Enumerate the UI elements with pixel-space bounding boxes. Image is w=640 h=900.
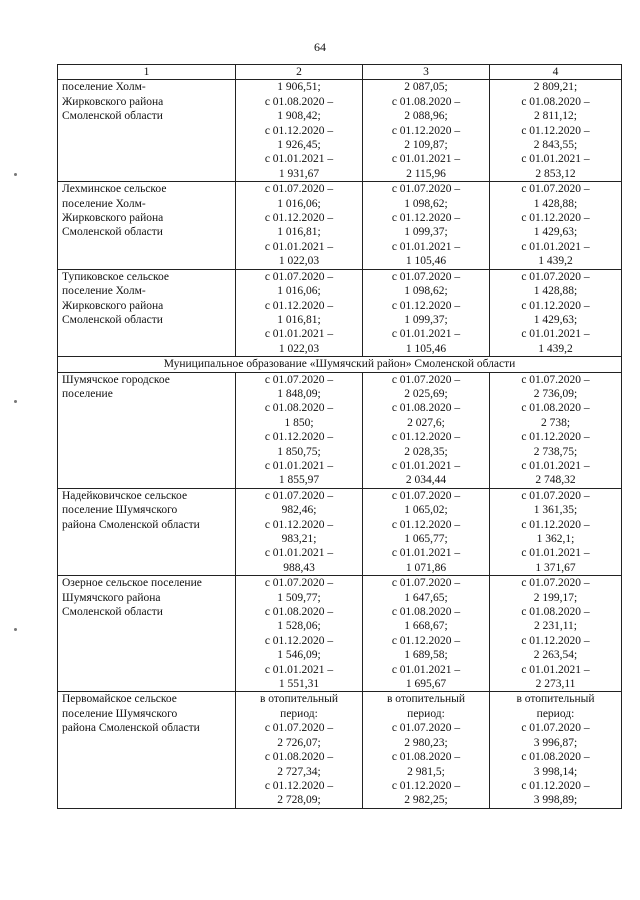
settlement-name-line: Смоленской области [62, 226, 163, 239]
tariff-line: в отопительный [260, 693, 338, 706]
tariff-line: с 01.12.2020 – [521, 634, 590, 647]
settlement-name-line: Первомайское сельское [62, 693, 177, 706]
tariff-line: с 01.07.2020 – [391, 577, 461, 590]
tariff-line: 1 065,02; [404, 504, 448, 517]
tariff-line: с 01.07.2020 – [264, 577, 334, 590]
settlement-name-line: Жирковского района [62, 299, 164, 312]
tariff-line: 1 931,67 [278, 167, 320, 180]
tariff-line: 1 016,81; [277, 313, 321, 326]
tariff-line: 1 098,62; [404, 285, 448, 298]
tariff-cell-c2 [236, 576, 363, 692]
tariff-line: с 01.12.2020 – [521, 212, 590, 225]
tariff-line: 1 099,37; [404, 226, 448, 239]
tariff-table [57, 64, 622, 809]
tariff-line: с 01.12.2020 – [391, 431, 461, 444]
tariff-line: с 01.08.2020 – [264, 751, 334, 764]
tariff-line: 2 738,75; [533, 445, 578, 458]
settlement-name-line: поселение Шумячского [62, 707, 178, 720]
tariff-cell-c4 [490, 80, 622, 182]
tariff-line: с 01.08.2020 – [521, 95, 590, 108]
tariff-cell-c2 [236, 372, 363, 488]
tariff-line: с 01.12.2020 – [391, 124, 461, 137]
tariff-line: с 01.08.2020 – [521, 751, 590, 764]
table-row [58, 372, 622, 488]
tariff-line: 2 199,17; [533, 591, 578, 604]
tariff-line: 2 738; [540, 416, 571, 429]
tariff-line: с 01.12.2020 – [521, 124, 590, 137]
tariff-line: 1 428,88; [533, 285, 578, 298]
tariff-line: 1 361,35; [533, 504, 578, 517]
tariff-line: с 01.01.2021 – [264, 240, 334, 253]
tariff-cell-c4 [490, 692, 622, 808]
tariff-line: с 01.12.2020 – [264, 431, 334, 444]
tariff-line: с 01.07.2020 – [521, 183, 590, 196]
tariff-line: 1 428,88; [533, 197, 578, 210]
tariff-line: 1 906,51; [277, 81, 321, 94]
settlement-name-cell [58, 182, 236, 269]
tariff-line: с 01.07.2020 – [391, 722, 461, 735]
scan-speck [14, 173, 17, 176]
tariff-line: период: [536, 707, 575, 720]
settlement-name-line: Смоленской области [62, 110, 163, 123]
tariff-line: 2 811,12; [533, 110, 578, 123]
tariff-line: 982,46; [281, 504, 317, 517]
tariff-line: 983,21; [281, 533, 317, 545]
table-row [58, 80, 622, 182]
tariff-line: в отопительный [516, 693, 595, 706]
settlement-name-cell [58, 80, 236, 182]
tariff-line: 1 429,63; [533, 313, 578, 326]
table-row [58, 576, 622, 692]
tariff-line: 2 809,21; [533, 81, 578, 94]
tariff-cell-c3 [363, 182, 490, 269]
tariff-line: 2 728,09; [277, 794, 321, 807]
tariff-line: 3 996,87; [533, 736, 578, 749]
tariff-line: с 01.07.2020 – [264, 373, 334, 386]
tariff-line: с 01.12.2020 – [521, 779, 590, 792]
tariff-line: с 01.07.2020 – [391, 183, 461, 196]
tariff-line: с 01.01.2021 – [391, 547, 461, 560]
tariff-cell-c2 [236, 182, 363, 269]
tariff-line: с 01.01.2021 – [521, 240, 590, 253]
tariff-line: с 01.01.2021 – [521, 459, 590, 472]
tariff-line: с 01.08.2020 – [391, 751, 461, 764]
tariff-cell-c4 [490, 269, 622, 356]
tariff-line: 2 980,23; [404, 736, 448, 749]
tariff-line: с 01.07.2020 – [521, 577, 590, 590]
tariff-line: 2 736,09; [533, 387, 578, 400]
settlement-name-line: поселение Холм- [62, 285, 146, 298]
table-row [58, 692, 622, 808]
tariff-line: 1 546,09; [277, 649, 321, 662]
section-row [58, 357, 622, 372]
tariff-line: с 01.08.2020 – [391, 606, 461, 619]
tariff-line: с 01.01.2021 – [264, 328, 334, 341]
tariff-line: 2 843,55; [533, 139, 578, 152]
tariff-line: 2 853,12 [535, 167, 576, 180]
tariff-line: с 01.12.2020 – [521, 431, 590, 444]
tariff-line: 1 855,97 [278, 474, 320, 487]
tariff-line: с 01.12.2020 – [264, 634, 334, 647]
settlement-name-line: Жирковского района [62, 212, 164, 225]
tariff-line: 1 848,09; [277, 387, 321, 400]
settlement-name-line: Шумячского района [62, 591, 161, 604]
tariff-cell-c4 [490, 488, 622, 575]
tariff-line: 1 065,77; [404, 533, 448, 545]
tariff-line: с 01.07.2020 – [521, 489, 590, 502]
tariff-line: 2 982,25; [404, 794, 448, 807]
tariff-line: 1 071,86 [405, 561, 447, 574]
tariff-line: с 01.01.2021 – [521, 547, 590, 560]
table-row [58, 182, 622, 269]
scan-speck [14, 628, 17, 631]
tariff-line: 1 098,62; [404, 197, 448, 210]
tariff-line: 2 027,6; [407, 416, 445, 429]
tariff-cell-c2 [236, 692, 363, 808]
tariff-line: с 01.01.2021 – [264, 547, 334, 560]
settlement-name-line: поселение Холм- [62, 81, 146, 94]
tariff-line: с 01.07.2020 – [391, 489, 461, 502]
tariff-line: 2 087,05; [404, 81, 448, 94]
tariff-line: период: [280, 707, 318, 720]
tariff-line: с 01.01.2021 – [391, 153, 461, 166]
settlement-name-line: поселение Шумячского [62, 504, 178, 517]
tariff-line: 2 273,11 [535, 678, 576, 691]
tariff-cell-c4 [490, 182, 622, 269]
tariff-line: 1 850; [284, 416, 314, 429]
tariff-line: 1 016,06; [277, 285, 321, 298]
tariff-cell-c4 [490, 576, 622, 692]
tariff-line: 1 016,81; [277, 226, 321, 239]
tariff-line: с 01.01.2021 – [391, 459, 461, 472]
tariff-line: с 01.07.2020 – [264, 183, 334, 196]
tariff-cell-c3 [363, 576, 490, 692]
tariff-line: 2 748,32 [535, 474, 576, 487]
tariff-line: с 01.07.2020 – [264, 722, 334, 735]
header-row [58, 65, 622, 80]
tariff-line: с 01.12.2020 – [391, 518, 461, 531]
tariff-line: 1 528,06; [277, 620, 321, 633]
tariff-cell-c2 [236, 80, 363, 182]
tariff-line: 1 362,1; [536, 533, 575, 545]
tariff-line: 1 509,77; [277, 591, 321, 604]
tariff-line: с 01.08.2020 – [264, 402, 334, 415]
tariff-line: с 01.07.2020 – [264, 270, 334, 283]
tariff-cell-c4 [490, 372, 622, 488]
tariff-line: 2 088,96; [404, 110, 448, 123]
settlement-name-line: Смоленской области [62, 313, 163, 326]
scan-speck [14, 400, 17, 403]
settlement-name-cell [58, 576, 236, 692]
tariff-cell-c3 [363, 692, 490, 808]
tariff-line: 1 022,03 [278, 255, 320, 268]
table-row [58, 488, 622, 575]
tariff-line: 1 926,45; [277, 139, 321, 152]
tariff-line: с 01.01.2021 – [521, 663, 590, 676]
settlement-name-line: Надейковичское сельское [62, 489, 188, 502]
tariff-line: с 01.08.2020 – [391, 95, 461, 108]
header-col-2: 2 [236, 65, 363, 80]
tariff-line: 1 022,03 [278, 342, 320, 355]
tariff-line: 1 371,67 [535, 561, 576, 574]
tariff-line: с 01.08.2020 – [521, 606, 590, 619]
header-col-4: 4 [490, 65, 622, 80]
tariff-cell-c3 [363, 269, 490, 356]
tariff-line: с 01.07.2020 – [521, 722, 590, 735]
tariff-line: с 01.01.2021 – [521, 153, 590, 166]
settlement-name-line: Жирковского района [62, 95, 164, 108]
tariff-cell-c3 [363, 80, 490, 182]
settlement-name-line: Шумячское городское [62, 373, 170, 386]
tariff-line: с 01.12.2020 – [264, 124, 334, 137]
tariff-cell-c2 [236, 269, 363, 356]
settlement-name-line: поселение Холм- [62, 197, 146, 210]
tariff-line: с 01.07.2020 – [264, 489, 334, 502]
section-title: Муниципальное образование «Шумячский район» Смоленской области [58, 357, 622, 372]
table-body [58, 80, 622, 808]
tariff-line: 2 025,69; [404, 387, 448, 400]
settlement-name-cell [58, 488, 236, 575]
tariff-line: с 01.01.2021 – [391, 328, 461, 341]
tariff-line: 3 998,14; [533, 765, 578, 778]
tariff-cell-c3 [363, 372, 490, 488]
tariff-line: с 01.01.2021 – [264, 459, 334, 472]
settlement-name-line: района Смоленской области [62, 518, 200, 531]
settlement-name-line: поселение [62, 387, 113, 400]
tariff-line: с 01.12.2020 – [264, 212, 334, 225]
tariff-line: с 01.12.2020 – [264, 518, 334, 531]
tariff-line: с 01.07.2020 – [521, 270, 590, 283]
tariff-line: 1 105,46 [405, 255, 447, 268]
tariff-line: с 01.01.2021 – [521, 328, 590, 341]
tariff-line: 2 727,34; [277, 765, 321, 778]
tariff-line: 1 439,2 [538, 342, 573, 355]
tariff-line: с 01.12.2020 – [391, 212, 461, 225]
tariff-line: 1 429,63; [533, 226, 578, 239]
settlement-name-cell [58, 269, 236, 356]
tariff-line: в отопительный [387, 693, 465, 706]
tariff-line: с 01.12.2020 – [264, 299, 334, 312]
tariff-line: 2 231,11; [533, 620, 578, 633]
page-number: 64 [314, 40, 326, 54]
tariff-line: 2 726,07; [277, 736, 321, 749]
settlement-name-cell [58, 372, 236, 488]
tariff-line: с 01.01.2021 – [264, 663, 334, 676]
tariff-line: с 01.08.2020 – [391, 402, 461, 415]
tariff-line: с 01.08.2020 – [521, 402, 590, 415]
tariff-line: 1 668,67; [404, 620, 448, 633]
tariff-line: с 01.07.2020 – [391, 373, 461, 386]
settlement-name-line: Тупиковское сельское [62, 270, 170, 283]
settlement-name-line: района Смоленской области [62, 722, 200, 735]
tariff-line: 1 695,67 [405, 678, 447, 691]
tariff-line: 2 109,87; [404, 139, 448, 152]
tariff-line: 1 551,31 [278, 678, 320, 691]
tariff-line: с 01.01.2021 – [264, 153, 334, 166]
tariff-line: 1 439,2 [538, 255, 573, 268]
tariff-line: с 01.07.2020 – [391, 270, 461, 283]
tariff-line: 1 105,46 [405, 342, 447, 355]
settlement-name-line: Смоленской области [62, 606, 163, 619]
table-row [58, 269, 622, 356]
tariff-line: 2 263,54; [533, 649, 578, 662]
tariff-line: 2 981,5; [407, 765, 445, 778]
tariff-line: 1 908,42; [277, 110, 321, 123]
settlement-name-cell [58, 692, 236, 808]
tariff-line: с 01.07.2020 – [521, 373, 590, 386]
tariff-line: с 01.08.2020 – [264, 95, 334, 108]
tariff-cell-c2 [236, 488, 363, 575]
settlement-name-line: Озерное сельское поселение [62, 577, 202, 590]
tariff-line: 2 028,35; [404, 445, 448, 458]
tariff-line: с 01.01.2021 – [391, 240, 461, 253]
tariff-line: 1 850,75; [277, 445, 321, 458]
tariff-line: 2 034,44 [405, 474, 447, 487]
settlement-name-line: Лехминское сельское [62, 183, 167, 196]
tariff-line: период: [407, 707, 445, 720]
tariff-line: с 01.01.2021 – [391, 663, 461, 676]
tariff-line: 1 099,37; [404, 313, 448, 326]
tariff-line: 1 647,65; [404, 591, 448, 604]
tariff-line: 3 998,89; [533, 794, 578, 807]
tariff-line: с 01.12.2020 – [264, 779, 334, 792]
tariff-cell-c3 [363, 488, 490, 575]
tariff-line: 988,43 [283, 561, 315, 574]
tariff-line: 1 689,58; [404, 649, 448, 662]
header-col-3: 3 [363, 65, 490, 80]
tariff-line: с 01.12.2020 – [391, 299, 461, 312]
tariff-line: с 01.12.2020 – [391, 779, 461, 792]
tariff-line: с 01.12.2020 – [521, 518, 590, 531]
tariff-line: с 01.08.2020 – [264, 606, 334, 619]
header-col-1: 1 [58, 65, 236, 80]
tariff-line: 2 115,96 [406, 167, 446, 180]
tariff-line: с 01.12.2020 – [391, 634, 461, 647]
tariff-line: с 01.12.2020 – [521, 299, 590, 312]
tariff-line: 1 016,06; [277, 197, 321, 210]
